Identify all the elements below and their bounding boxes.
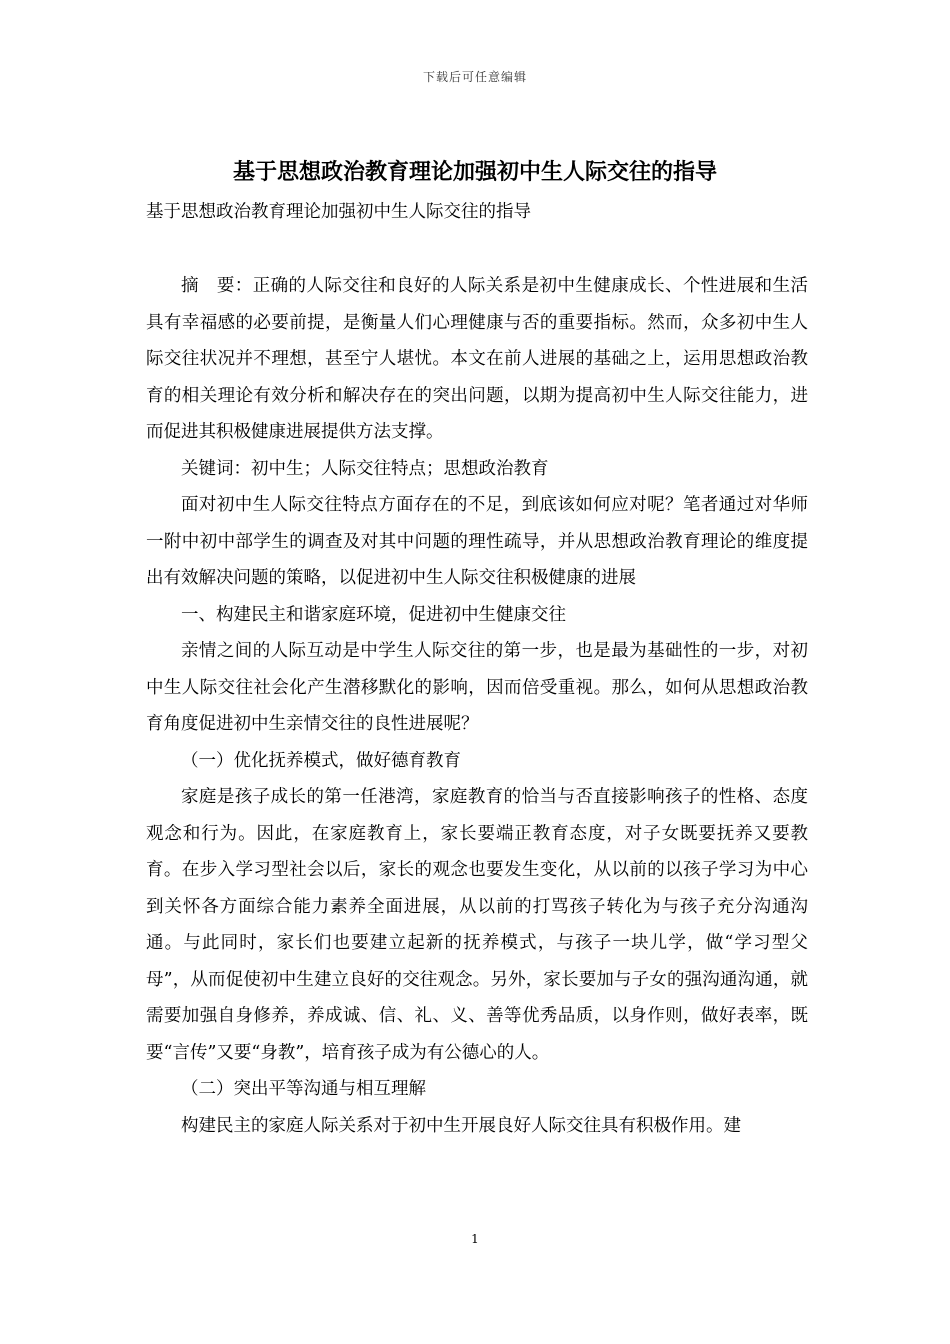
abstract-paragraph: 摘 要：正确的人际交往和良好的人际关系是初中生健康成长、个性进展和生活具有幸福感的必要前提，是衡量人们心理健康与否的重要指标。然而，众多初中生人际交往状况并不理想，甚至宁人堪忧。本文在前人进展的基础之上，运用思想政治教育的相关理论有效分析和解决存在的突出问题，以期为提高初中生人际交往能力，进而促进其积极健康进展提供方法支撑。 <box>146 276 808 442</box>
body-paragraph: 构建民主的家庭人际关系对于初中生开展良好人际交往具有积极作用。建 <box>181 1115 741 1136</box>
section-heading-1: 一、构建民主和谐家庭环境，促进初中生健康交往 <box>181 604 566 625</box>
body-paragraph: 亲情之间的人际互动是中学生人际交往的第一步，也是最为基础性的一步，对初中生人际交往社会化产生潜移默化的影响，因而倍受重视。那么，如何从思想政治教育角度促进初中生亲情交往的良性进展呢？ <box>146 641 808 734</box>
subsection-heading-2: （二）突出平等沟通与相互理解 <box>181 1079 426 1099</box>
document-subtitle: 基于思想政治教育理论加强初中生人际交往的指导 <box>146 202 531 222</box>
page-header-note: 下载后可任意编辑 <box>422 70 527 84</box>
page-number: 1 <box>471 1232 479 1246</box>
body-paragraph: 家庭是孩子成长的第一任港湾，家庭教育的恰当与否直接影响孩子的性格、态度观念和行为。因此，在家庭教育上，家长要端正教育态度，对子女既要抚养又要教育。在步入学习型社会以后，家长的观念也要发生变化，从以前的以孩子学习为中心到关怀各方面综合能力素养全面进展，从以前的打骂孩子转化为与孩子充分沟通沟通。与此同时，家长们也要建立起新的抚养模式，与孩子一块儿学，做“学习型父母”，从而促使初中生建立良好的交往观念。另外，家长要加与子女的强沟通沟通，就需要加强自身修养，养成诚、信、礼、义、善等优秀品质，以身作则，做好表率，既要“言传”又要“身教”，培育孩子成为有公德心的人。 <box>146 787 808 1063</box>
keywords-paragraph: 关键词：初中生；人际交往特点；思想政治教育 <box>181 458 549 479</box>
document-body <box>146 268 808 1144</box>
intro-paragraph: 面对初中生人际交往特点方面存在的不足，到底该如何应对呢？笔者通过对华师一附中初中部学生的调查及对其中问题的理性疏导，并从思想政治教育理论的维度提出有效解决问题的策略，以促进初中生人际交往积极健康的进展 <box>146 495 808 588</box>
document-title: 基于思想政治教育理论加强初中生人际交往的指导 <box>232 160 717 185</box>
subsection-heading-1: （一）优化抚养模式，做好德育教育 <box>181 750 461 771</box>
